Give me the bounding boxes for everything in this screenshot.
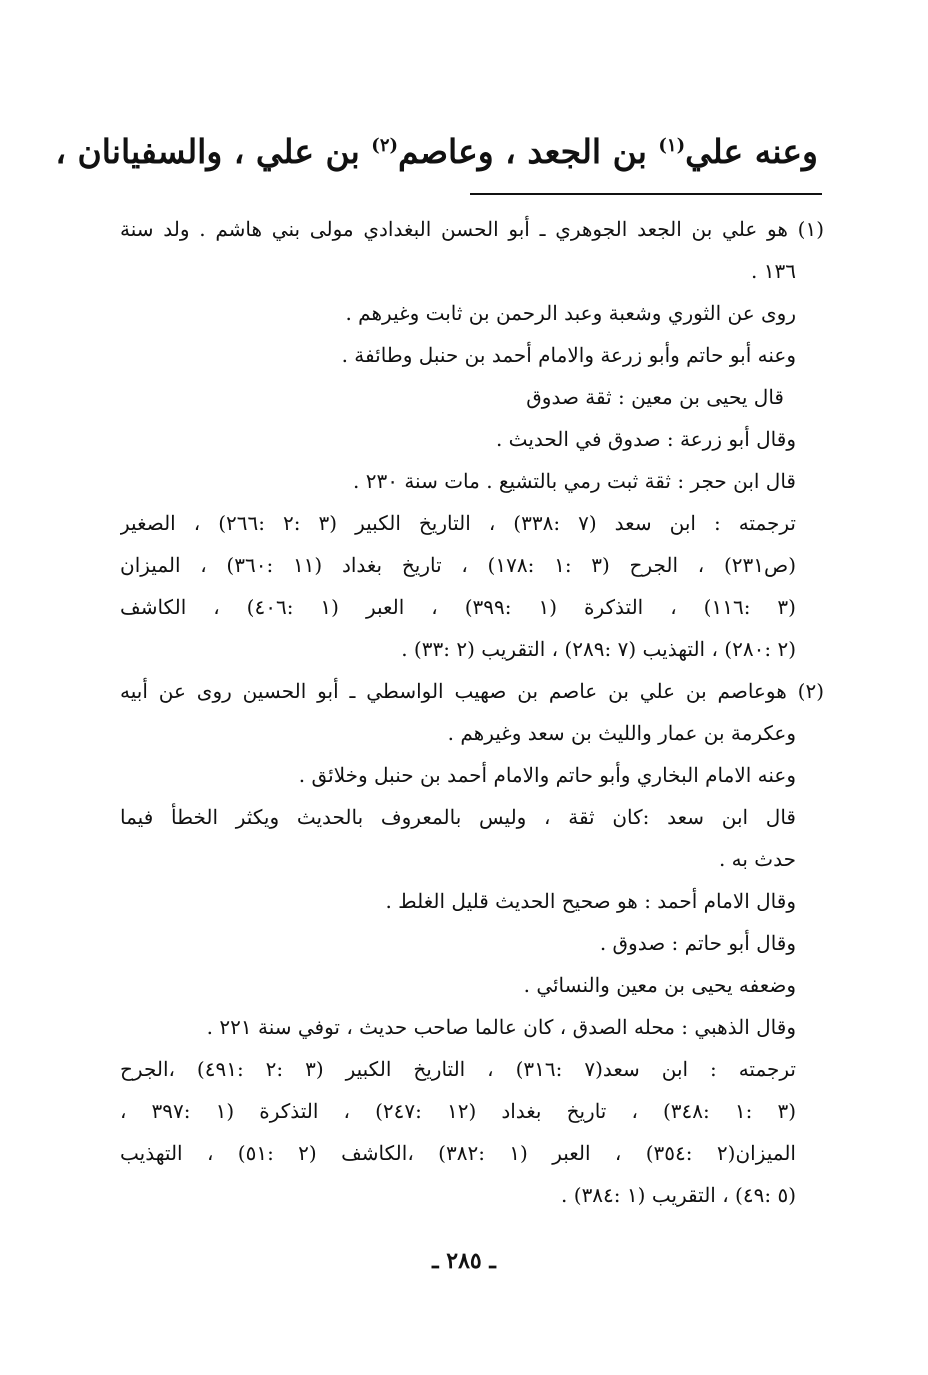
footnote-1-line: ١٣٦ . bbox=[751, 259, 796, 283]
footnote-2-line: (٢) هوعاصم بن علي بن عاصم بن صهيب الواسطي ـ أبو الحسين روى عن أبيه bbox=[120, 679, 824, 703]
main-text-part-2: بن الجعد ، وعاصم bbox=[398, 132, 659, 171]
footnote-1-line: (ص٢٣١) ، الجرح (٣ :١ :١٧٨) ، تاريخ بغداد (١١ :٣٦٠) ، الميزان bbox=[120, 553, 796, 577]
footnote-2-line: ترجمته : ابن سعد(٧ :٣١٦) ، التاريخ الكبير (٣ :٢ :٤٩١) ،الجرح bbox=[120, 1057, 796, 1081]
footnote-2-line: قال ابن سعد :كان ثقة ، وليس بالمعروف بالحديث ويكثر الخطأ فيما bbox=[120, 805, 796, 829]
footnote-2-line: وقال أبو حاتم : صدوق . bbox=[599, 931, 796, 955]
footnote-1-line: وعنه أبو حاتم وأبو زرعة والامام أحمد بن حنبل وطائفة . bbox=[341, 343, 796, 367]
footnote-2-line: وقال الامام أحمد : هو صحيح الحديث قليل الغلط . bbox=[385, 889, 796, 913]
footnote-ref-1[interactable]: (١) bbox=[658, 135, 686, 156]
footnote-2-line: وعكرمة بن عمار والليث بن سعد وغيرهم . bbox=[447, 721, 796, 745]
footnote-2-line: وضعفه يحيى بن معين والنسائي . bbox=[523, 973, 796, 997]
footnote-2-line: حدث به . bbox=[718, 847, 796, 871]
page-number: ـ ٢٨٥ ـ bbox=[432, 1248, 496, 1274]
footnote-2-line: (٥ :٤٩) ، التقريب (١ :٣٨٤) . bbox=[561, 1183, 796, 1207]
footnote-1-line: قال ابن حجر : ثقة ثبت رمي بالتشيع . مات سنة ٢٣٠ . bbox=[353, 469, 796, 493]
footnote-2-line: (٣ :١ :٣٤٨) ، تاريخ بغداد (١٢ :٢٤٧) ، التذكرة (١ :٣٩٧ ، bbox=[120, 1099, 796, 1123]
footnotes bbox=[120, 208, 824, 1216]
main-text-line bbox=[55, 118, 818, 180]
footnote-1-line: (٢ :٢٨٠) ، التهذيب (٧ :٢٨٩) ، التقريب (٢ :٣٣) . bbox=[401, 637, 796, 661]
footnote-1-line: (١) هو علي بن الجعد الجوهري ـ أبو الحسن البغدادي مولى بني هاشم . ولد سنة bbox=[120, 217, 824, 241]
footnote-2-line: الميزان(٢ :٣٥٤) ، العبر (١ :٣٨٢) ،الكاشف (٢ :٥١) ، التهذيب bbox=[120, 1141, 796, 1165]
footnote-ref-2[interactable]: (٢) bbox=[371, 135, 399, 156]
footnote-1-line: ترجمته : ابن سعد (٧ :٣٣٨) ، التاريخ الكبير (٣ :٢ :٢٦٦) ، الصغير bbox=[120, 511, 796, 535]
main-text-part-3: بن علي ، والسفيانان ، bbox=[55, 132, 372, 171]
footnote-separator bbox=[470, 193, 822, 195]
footnote-2-line: وعنه الامام البخاري وأبو حاتم والامام أحمد بن حنبل وخلائق . bbox=[298, 763, 796, 787]
footnote-1-line: وقال أبو زرعة : صدوق في الحديث . bbox=[495, 427, 796, 451]
footnote-1-line: قال يحيى بن معين : ثقة صدوق bbox=[526, 385, 784, 409]
main-text-part-1: وعنه علي bbox=[685, 132, 818, 171]
footnote-1-line: روى عن الثوري وشعبة وعبد الرحمن بن ثابت وغيرهم . bbox=[345, 301, 796, 325]
footnote-2-line: وقال الذهبي : محله الصدق ، كان عالما صاحب حديث ، توفي سنة ٢٢١ . bbox=[206, 1015, 796, 1039]
footnote-1-line: (٣ :١١٦) ، التذكرة (١ :٣٩٩) ، العبر (١ :٤٠٦) ، الكاشف bbox=[120, 595, 796, 619]
